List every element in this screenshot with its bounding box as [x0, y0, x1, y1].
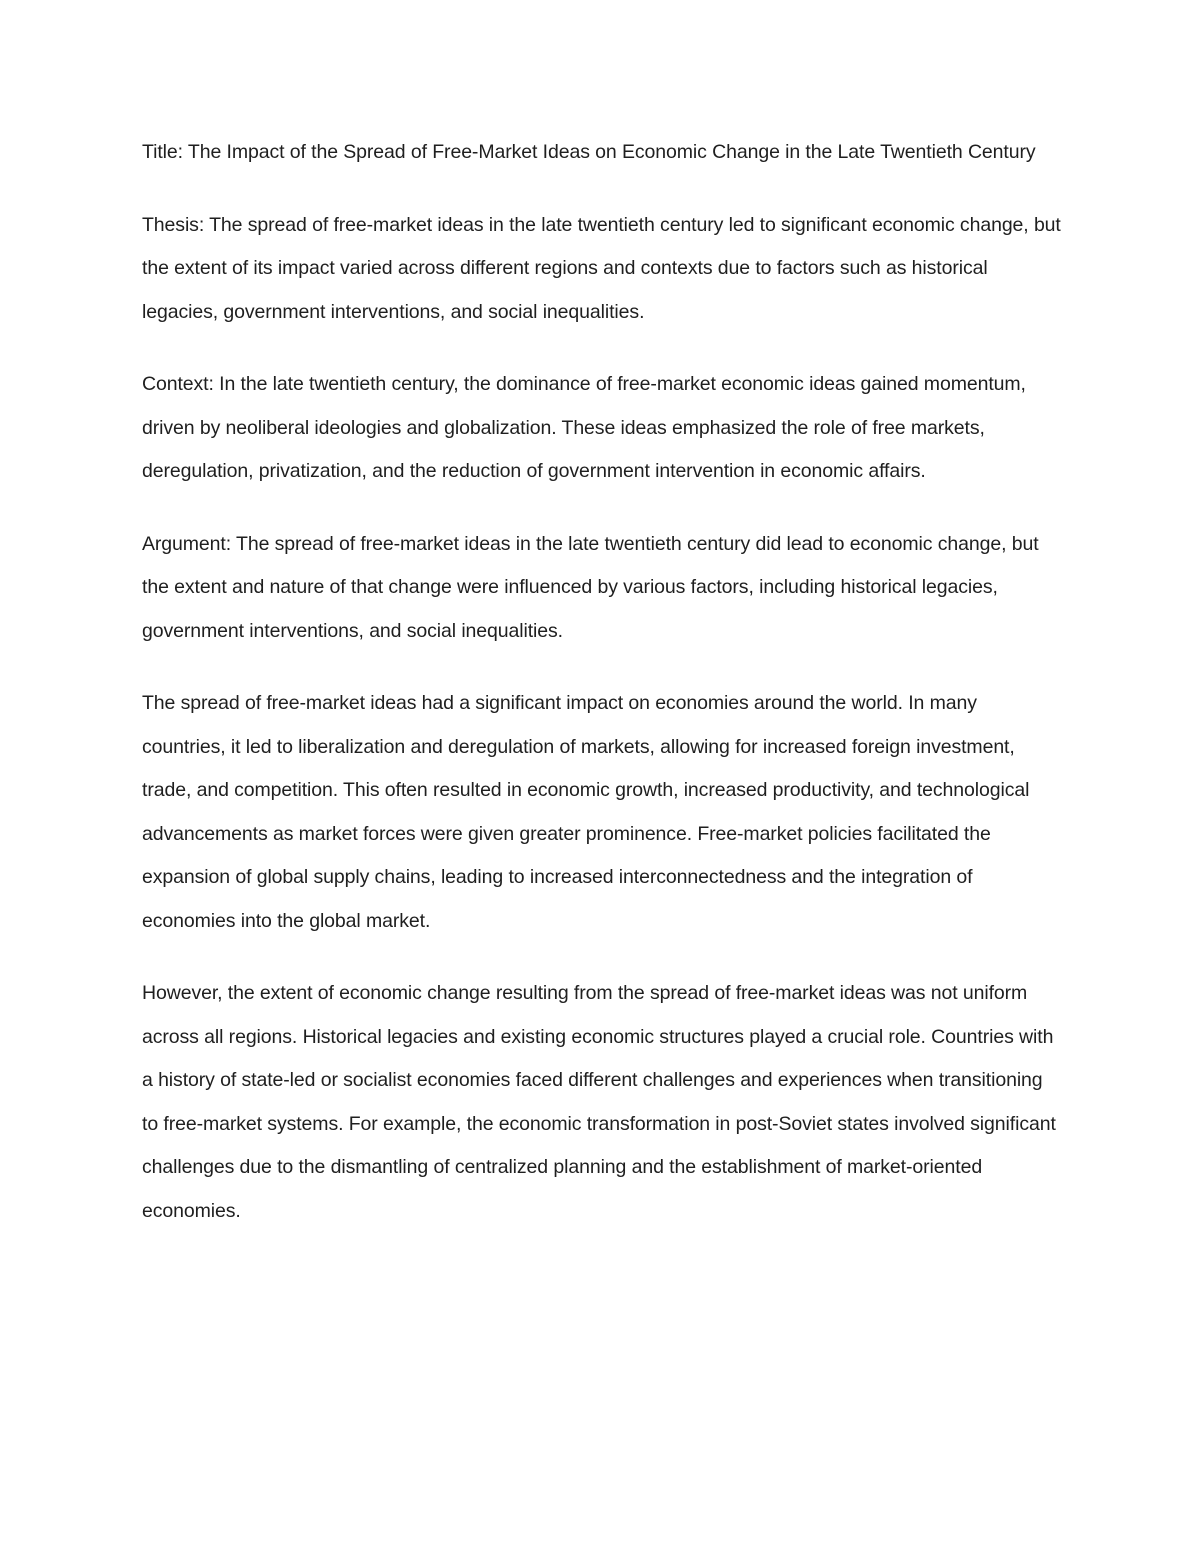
- argument-paragraph: Argument: The spread of free-market ideas in the late twentieth century did lead to economic change, but the extent and nature of that change were influenced by various factors, including historical legacies, government interventions, and social inequalities.: [142, 532, 1039, 642]
- thesis-paragraph: Thesis: The spread of free-market ideas in the late twentieth century led to significant economic change, but the extent of its impact varied across different regions and contexts due to factors such as historical legacies, government interventions, and social inequalities.: [142, 213, 1061, 323]
- body-paragraph: The spread of free-market ideas had a significant impact on economies around the world. In many countries, it led to liberalization and deregulation of markets, allowing for increased foreign investment, trade, and competition. This often resulted in economic growth, increased productivity, and technological advancements as market forces were given greater prominence. Free-market policies facilitated the expansion of global supply chains, leading to increased interconnectedness and the integration of economies into the global market.: [142, 692, 1030, 932]
- body-paragraph: However, the extent of economic change resulting from the spread of free-market ideas was not uniform across all regions. Historical legacies and existing economic structures played a crucial role. Countries with a history of state-led or socialist economies faced different challenges and experiences when transitioning to free-market systems. For example, the economic transformation in post-Soviet states involved significant challenges due to the dismantling of centralized planning and the establishment of market-oriented economies.: [142, 982, 1056, 1222]
- context-paragraph: Context: In the late twentieth century, the dominance of free-market economic ideas gained momentum, driven by neoliberal ideologies and globalization. These ideas emphasized the role of free markets, deregulation, privatization, and the reduction of government intervention in economic affairs.: [142, 373, 1026, 482]
- document-body: [142, 131, 1062, 1262]
- title-paragraph: Title: The Impact of the Spread of Free-Market Ideas on Economic Change in the Late Twentieth Century: [142, 141, 1036, 163]
